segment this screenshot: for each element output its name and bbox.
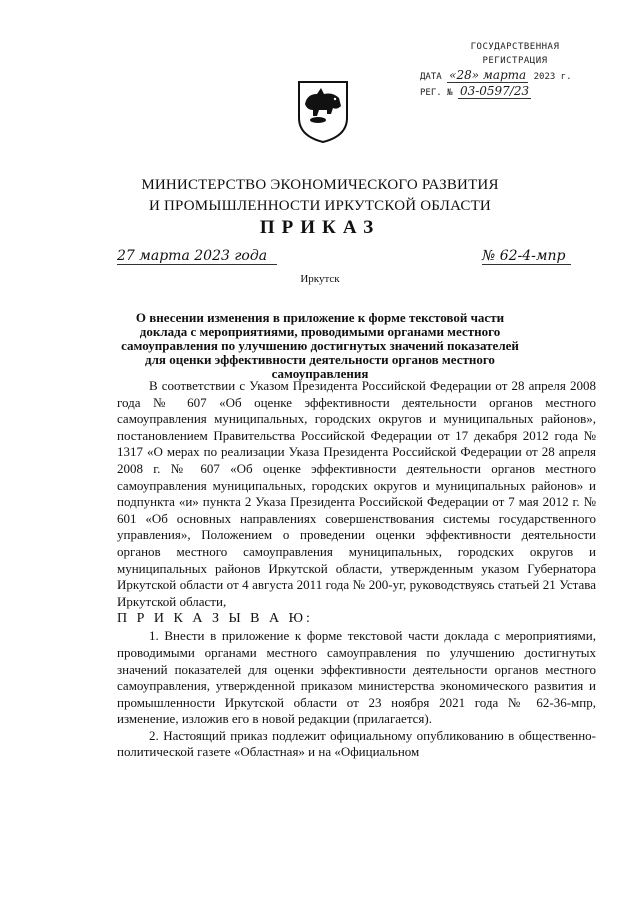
stamp-date-row: [420, 68, 610, 84]
item-2-paragraph: 2. Настоящий приказ подлежит официальному опубликованию в общественно-политической газете «Областная» и на «Официальном: [117, 727, 596, 760]
irkutsk-babr-emblem-icon: [297, 80, 349, 144]
ministry-line-2: И ПРОМЫШЛЕННОСТИ ИРКУТСКОЙ ОБЛАСТИ: [149, 198, 491, 214]
stamp-reg-label: РЕГ. №: [420, 88, 453, 98]
order-date: 27 марта 2023 года: [117, 248, 277, 265]
ministry-line-1: МИНИСТЕРСТВО ЭКОНОМИЧЕСКОГО РАЗВИТИЯ: [141, 177, 499, 193]
order-number: № 62-4-мпр: [482, 248, 571, 265]
stamp-line-1: ГОСУДАРСТВЕННАЯ: [470, 42, 560, 52]
registration-stamp: [420, 40, 610, 100]
document-title: О внесении изменения в приложение к форме текстовой части доклада с мероприятиями, проводимыми органами местного самоуправления по улучшению достигнутых значений показателей для оценки эффективности деятельности органов местного самоуправления: [121, 310, 519, 381]
stamp-date-value: «28» марта: [449, 68, 527, 82]
preamble-paragraph: В соответствии с Указом Президента Российской Федерации от 28 апреля 2008 года № 607 «Об оценке эффективности деятельности органов местного самоуправления муниципальных, городских округов и муниципальных районов», постановлением Правительства Российской Федерации от 17 декабря 2012 года № 1317 «О мерах по реализации Указа Президента Российской Федерации от 28 апреля 2008 г. № 607 «Об оценке эффективности деятельности органов местного самоуправления муниципальных, городских округов и муниципальных районов» и подпункта «и» пункта 2 Указа Президента Российской Федерации от 7 мая 2012 г. № 601 «Об основных направлениях совершенствования системы государственного управления», Положением о проведении оценки эффективности деятельности органов местного самоуправления муниципальных, городских округов и муниципальных районов Иркутской области, утвержденным указом Губернатора Иркутской области от 4 августа 2011 года № 200-уг, руководствуясь статьей 21 Устава Иркутской области,: [117, 378, 596, 609]
stamp-date-label: ДАТА: [420, 72, 442, 82]
order-word: П Р И К А З Ы В А Ю:: [117, 611, 313, 627]
document-type: ПРИКАЗ: [259, 217, 381, 238]
stamp-line-2: РЕГИСТРАЦИЯ: [482, 56, 548, 66]
city: Иркутск: [300, 273, 340, 285]
document-body: [117, 378, 596, 761]
stamp-year: 2023 г.: [533, 72, 572, 82]
stamp-reg-row: [420, 84, 610, 100]
item-1-paragraph: 1. Внести в приложение к форме текстовой части доклада с мероприятиями, проводимыми органами местного самоуправления по улучшению достигнутых значений показателей для оценки эффективности деятельности органов местного самоуправления, утвержденной приказом министерства экономического развития и промышленности Иркутской области от 23 ноября 2021 года № 62-36-мпр, изменение, изложив его в новой редакции (прилагается).: [117, 628, 596, 727]
ministry-name: [0, 175, 640, 217]
stamp-reg-value: 03-0597/23: [459, 84, 530, 98]
